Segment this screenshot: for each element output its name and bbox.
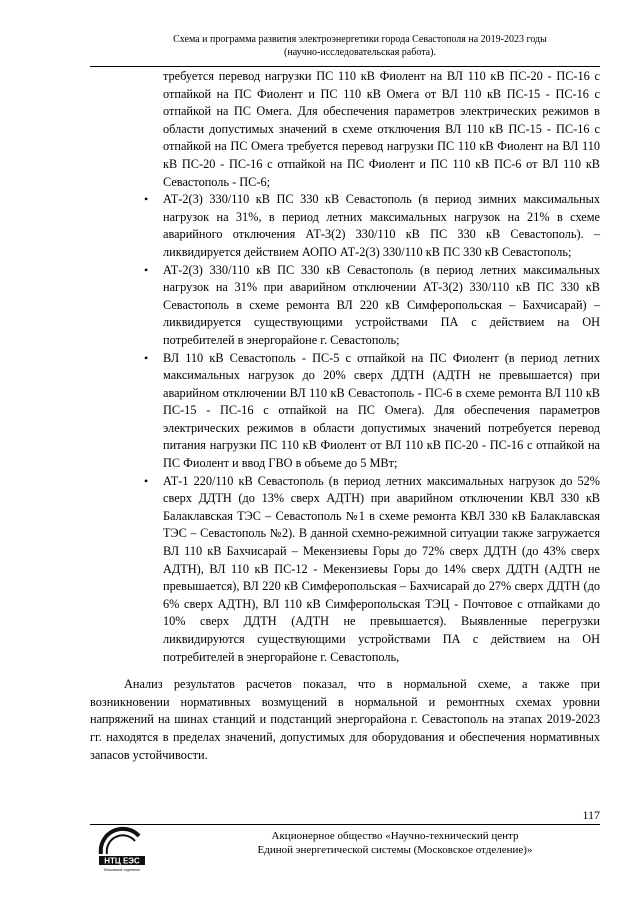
list-item-text: ВЛ 110 кВ Севастополь - ПС-5 с отпайкой на ПС Фиолент (в период летних максимальных нагрузок до 20% сверх ДДТН (АДТН не превышается) при аварийном отключении ВЛ 110 кВ Севастополь - ПС-6 в схеме ремонта ВЛ 110 кВ ПС-15 - ПС-16 с отпайкой на ПС Омега). Для обеспечения параметров электрических режимов в области допустимых значений потребуется перевод питания нагрузки ПС 110 кВ Фиолент от ВЛ 110 кВ ПС-20 - ПС-16 с отпайкой на ПС Фиолент и ввод ГВО в объеме до 5 МВт; <box>163 350 600 471</box>
header-title: Схема и программа развития электроэнергетики города Севастополя на 2019-2023 годы <box>173 34 547 45</box>
svg-text:НТЦ ЕЭС: НТЦ ЕЭС <box>104 856 140 866</box>
list-item <box>144 350 600 473</box>
footer-organization-division: Единой энергетической системы (Московское отделение)» <box>257 844 533 856</box>
company-logo-icon <box>95 826 155 874</box>
svg-text:Московское отделение: Московское отделение <box>103 868 141 872</box>
page-header <box>120 34 600 59</box>
list-item-text: АТ-2(3) 330/110 кВ ПС 330 кВ Севастополь (в период летних максимальных нагрузок на 31% при аварийном отключении АТ-3(2) 330/110 кВ ПС 330 кВ Севастополь в схеме ремонта ВЛ 220 кВ Симферопольская – Бахчисарай) – ликвидируется существующими устройствами ПА с действием на ОН потребителей в энергорайоне г. Севастополь; <box>163 262 600 347</box>
bullet-icon: • <box>144 192 149 207</box>
bullet-icon: • <box>144 473 149 488</box>
list-item <box>144 262 600 350</box>
footer-organization: Акционерное общество «Научно-технический центр <box>271 830 519 842</box>
header-divider <box>90 66 600 67</box>
list-item <box>144 473 600 667</box>
bullet-list <box>90 191 600 666</box>
bullet-icon: • <box>144 262 149 277</box>
list-item-text: АТ-2(3) 330/110 кВ ПС 330 кВ Севастополь (в период зимних максимальных нагрузок на 31%, в период летних максимальных нагрузок на 21% в схеме аварийного отключения АТ-3(2) 330/110 кВ ПС 330 кВ Севастополь). – ликвидируется действием АОПО АТ-2(3) 330/110 кВ ПС 330 кВ Севастополь; <box>163 192 600 259</box>
page-body <box>90 68 600 764</box>
conclusion-paragraph: Анализ результатов расчетов показал, что в нормальной схеме, а также при возникновении нормативных возмущений в нормальной и ремонтных схемах уровни напряжений на шинах станций и подстанций энергорайона г. Севастополь на этапах 2019-2023 гг. находятся в пределах значений, допустимых для оборудования и обеспечения нормативных запасов устойчивости. <box>90 677 600 762</box>
list-item <box>144 191 600 261</box>
footer-divider <box>90 824 600 825</box>
continuation-paragraph: требуется перевод нагрузки ПС 110 кВ Фиолент на ВЛ 110 кВ ПС-20 - ПС-16 с отпайкой на ПС Фиолент и ПС 110 кВ Омега от ВЛ 110 кВ ПС-15 - ПС-16 с отпайкой на ПС Омега. Для обеспечения параметров электрических режимов в области допустимых значений в схеме отключения ВЛ 110 кВ ПС-15 - ПС-16 с отпайкой на ПС Омега требуется перевод нагрузки ПС 110 кВ Фиолент на ВЛ 110 кВ ПС-20 - ПС-16 с отпайкой на ПС Фиолент и ПС 110 кВ ПС-6 от ВЛ 110 кВ Севастополь - ПС-6; <box>163 69 600 189</box>
page-footer <box>190 829 600 857</box>
list-item-text: АТ-1 220/110 кВ Севастополь (в период летних максимальных нагрузок до 52% сверх ДДТН (до 13% сверх АДТН) при аварийном отключении КВЛ 330 кВ Балаклавская ТЭС – Севастополь №1 в схеме ремонта КВЛ 330 кВ Балаклавская ТЭС – Севастополь №2). В данной схемно-режимной ситуации также загружается ВЛ 110 кВ Бахчисарай – Мекензиевы Горы до 72% сверх ДДТН (до 43% сверх АДТН), ВЛ 110 кВ ПС-12 - Мекензиевы Горы до 14% сверх ДДТН (АДТН не превышается), ВЛ 220 кВ Симферопольская – Бахчисарай до 27% сверх ДДТН (до 6% сверх АДТН), ВЛ 110 кВ Симферопольская ТЭЦ - Почтовое с отпайками до 10% сверх ДДТН (АДТН не превышается). Выявленные перегрузки ликвидируются существующими устройствами ПА с действием на ОН потребителей в энергорайоне г. Севастополь, <box>163 473 600 664</box>
header-subtitle: (научно-исследовательская работа). <box>284 46 436 58</box>
bullet-icon: • <box>144 350 149 365</box>
page-number: 117 <box>582 808 600 822</box>
